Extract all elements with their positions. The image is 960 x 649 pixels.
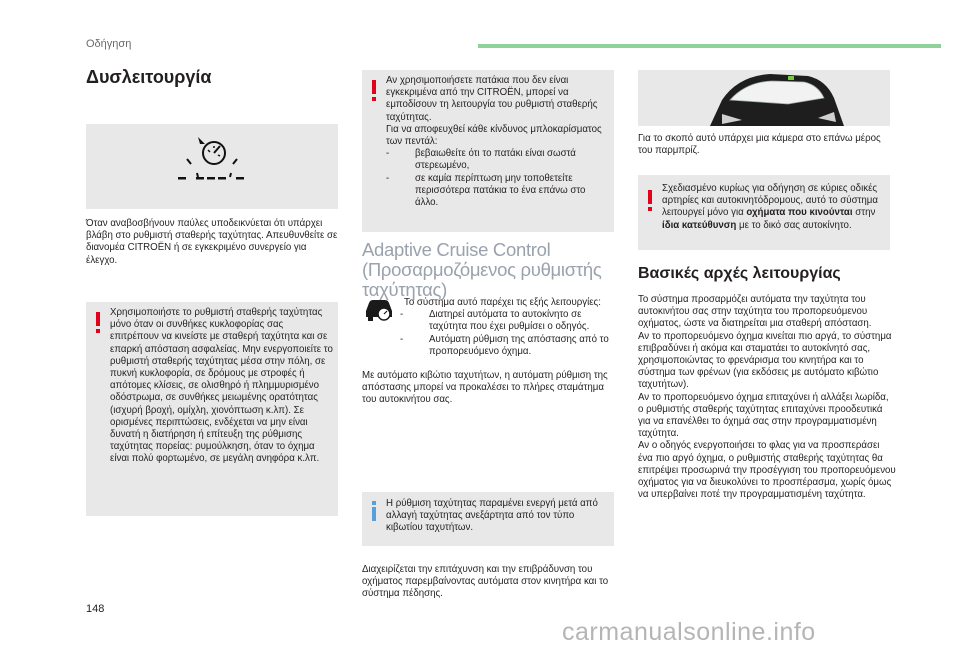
car-camera-figure	[638, 70, 890, 126]
warning-box-usage	[638, 175, 890, 250]
acc-functions-list	[400, 309, 618, 358]
acc-section-title: Adaptive Cruise Control (Προσαρμοζόμενος ρυθμιστής ταχύτητας)	[362, 239, 602, 300]
warning-usage-bold2: ίδια κατεύθυνση	[662, 219, 737, 231]
speedometer-dashes-icon	[86, 124, 338, 209]
warning-usage-mid: στην	[855, 207, 876, 219]
warning-usage-text	[662, 183, 884, 232]
warning-box-floor-mats	[362, 70, 614, 232]
warning-icon	[96, 312, 100, 326]
info-text: Η ρύθμιση ταχύτητας παραμένει ενεργή μετά από αλλαγή ταχύτητας ανεξάρτητα από τον τύπο κιβωτίου ταχυτήτων.	[386, 498, 598, 534]
dashboard-display-figure	[86, 124, 338, 209]
warning-list	[386, 148, 608, 209]
acc-intro-line: Το σύστημα αυτό παρέχει τις εξής λειτουργίες:	[404, 297, 601, 308]
car-speed-icon	[364, 297, 394, 323]
acc-icon	[364, 297, 394, 323]
camera-caption: Για το σκοπό αυτό υπάρχει μια κάμερα στο επάνω μέρος του παρμπρίζ.	[638, 133, 881, 157]
info-box-gear-change	[362, 492, 614, 546]
warning-intro: Αν χρησιμοποιήσετε πατάκια που δεν είναι εγκεκριμένα από την CITROËN, μπορεί να εμποδίσουν τη λειτουργία του ρυθμιστή σταθερής ταχύτητας.	[386, 75, 598, 123]
warning-usage-pre: Σχεδιασμένο κυρίως για οδήγηση σε κύριες οδικές αρτηρίες και αυτοκινητόδρομους, αυτό το σύστημα λειτουργεί μόνο για	[662, 183, 878, 219]
principles-paragraph-4: Αν ο οδηγός ενεργοποιήσει το φλας για να προσπεράσει ένα πιο αργό όχημα, ο ρυθμιστής σταθερής ταχύτητας θα επιτρέψει προσωρινά την προσέγγιση του προπορευόμενου οχήματος για να διευκολύνει το προσπέρασμα, χωρίς όμως να υπερβαίνει ποτέ την προγραμματισμένη ταχύτητα.	[638, 440, 896, 501]
acc-intro	[404, 297, 618, 358]
auto-gearbox-text: Με αυτόματο κιβώτιο ταχυτήτων, η αυτόματη ρύθμιση της απόστασης μπορεί να προκαλέσει το πλήρες σταμάτημα του αυτοκινήτου σας.	[362, 370, 608, 406]
list-item: - σε καμία περίπτωση μην τοποθετείτε περισσότερα πατάκια το ένα επάνω στο άλλο.	[386, 173, 608, 210]
car-front-illustration	[638, 70, 890, 126]
warning-usage-post: με το δικό σας αυτοκίνητο.	[739, 219, 852, 231]
principles-title: Βασικές αρχές λειτουργίας	[638, 265, 841, 282]
warning-icon	[648, 190, 652, 204]
watermark: carmanualsonline.info	[562, 618, 816, 646]
malfunction-title: Δυσλειτουργία	[86, 67, 212, 87]
principles-paragraph-2: Αν το προπορευόμενο όχημα κινείται πιο αργά, το σύστημα επιβραδύνει ή ακόμα και σταματάει το αυτοκίνητό σας, χρησιμοποιώντας το φρενάρισμα του κινητήρα και το σύστημα των φρένων (για εκδόσεις με αυτόματο κιβώτιο ταχυτήτων).	[638, 330, 892, 391]
page-number: 148	[86, 603, 105, 615]
principles-text	[638, 294, 896, 501]
section-header: Οδήγηση	[86, 38, 132, 50]
warning-box-cruise-use	[86, 302, 338, 516]
list-item: - βεβαιωθείτε ότι το πατάκι είναι σωστά στερεωμένο,	[386, 148, 608, 172]
warning-floor-mats	[386, 75, 608, 209]
warning-line2: Για να αποφευχθεί κάθε κίνδυνος μπλοκαρίσματος των πεντάλ:	[386, 123, 602, 148]
warning-usage-bold1: οχήματα που κινούνται	[746, 207, 853, 219]
principles-paragraph-3: Αν το προπορευόμενο όχημα επιταχύνει ή αλλάξει λωρίδα, ο ρυθμιστής σταθερής ταχύτητας επιταχύνει προοδευτικά για να επανέλθει το όχημά σας στην προγραμματισμένη ταχύτητα.	[638, 391, 889, 440]
header-accent-bar	[478, 44, 941, 48]
list-item: - Διατηρεί αυτόματα το αυτοκίνητο σε ταχύτητα που έχει ρυθμίσει ο οδηγός.	[400, 309, 618, 333]
malfunction-text: Όταν αναβοσβήνουν παύλες υποδεικνύεται ότι υπάρχει βλάβη στο ρυθμιστή σταθερής ταχύτητας. Απευθυνθείτε σε διανομέα CITROËN ή σε εγκεκριμένο συνεργείο για έλεγχο.	[86, 218, 338, 266]
braking-text: Διαχειρίζεται την επιτάχυνση και την επιβράδυνση του οχήματος παρεμβαίνοντας αυτόματα στον κινητήρα και το σύστημα πέδησης.	[362, 564, 609, 600]
principles-paragraph-1: Το σύστημα προσαρμόζει αυτόματα την ταχύτητα του αυτοκινήτου σας στην ταχύτητα του προπορευόμενου οχήματος, ώστε να διατηρείται μια σταθερή απόσταση.	[638, 294, 872, 330]
warning-icon	[372, 80, 376, 94]
info-icon	[372, 507, 376, 521]
warning-text: Χρησιμοποιήστε το ρυθμιστή σταθερής ταχύτητας μόνο όταν οι συνθήκες κυκλοφορίας σας επιτρέπουν να κινείστε με σταθερή ταχύτητα και σε επαρκή απόσταση ασφαλείας. Μην ενεργοποιείτε το ρυθμιστή σταθερής ταχύτητας μέσα στην πόλη, σε πυκνή κυκλοφορία, σε δρόμους με στροφές ή απότομες κλίσεις, σε ολισθηρό ή πλημμυρισμένο οδόστρωμα, σε συνθήκες μειωμένης ορατότητας (ισχυρή βροχή, ομίχλη, χιονόπτωση κ.λπ). Σε ορισμένες περιπτώσεις, ενδέχεται να μην είναι δυνατή η διατήρηση ή επίτευξη της ρύθμισης ταχύτητας πορείας: ρυμούλκηση, όταν το όχημα είναι πολύ φορτωμένο, σε μεγάλη ανηφόρα κ.λπ.	[110, 307, 333, 465]
list-item: - Αυτόματη ρύθμιση της απόστασης από το προπορευόμενο όχημα.	[400, 334, 618, 358]
